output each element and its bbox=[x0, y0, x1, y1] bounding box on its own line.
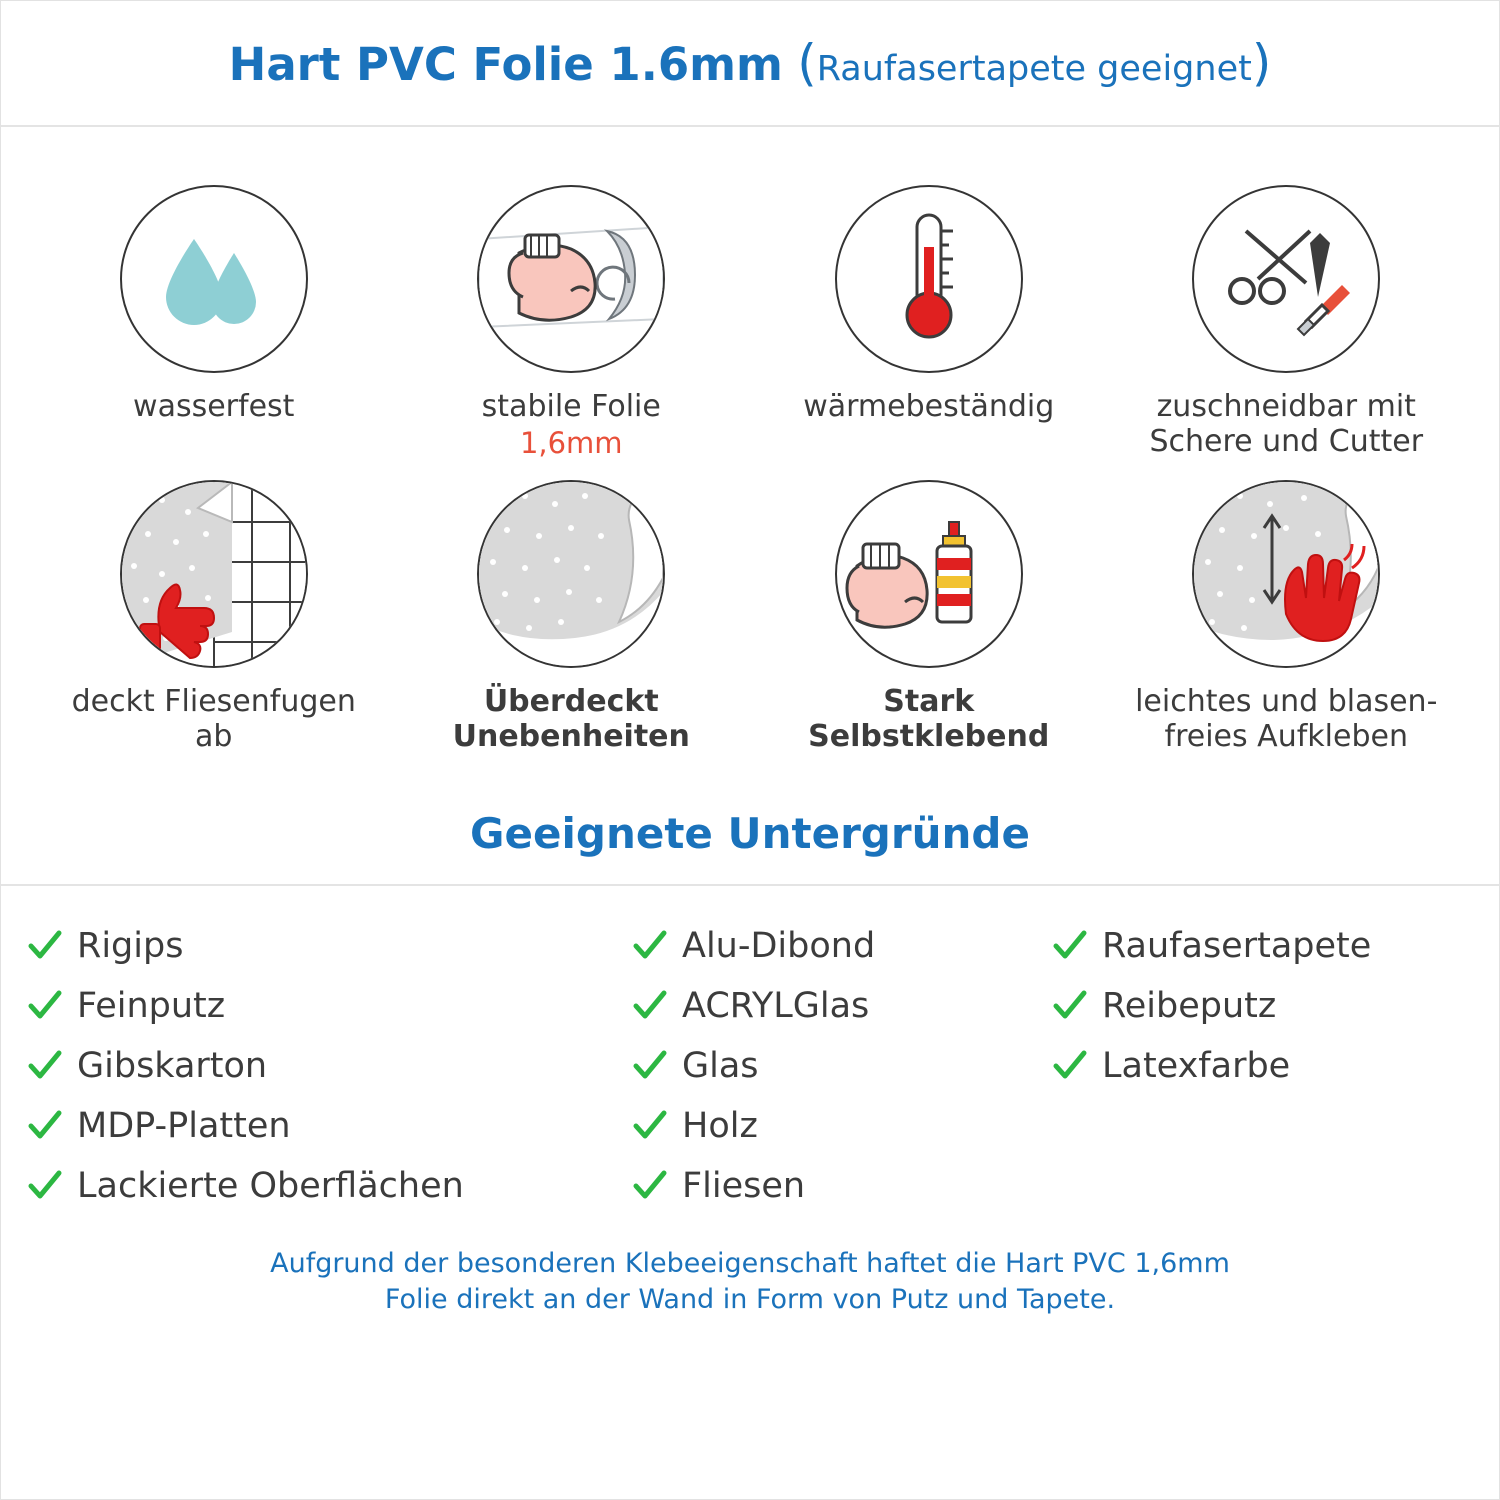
substrate-column bbox=[27, 916, 632, 1216]
list-item bbox=[27, 916, 632, 976]
water-drops-icon bbox=[120, 185, 308, 373]
paren-close: ) bbox=[1251, 34, 1272, 92]
footnote bbox=[1, 1246, 1499, 1319]
check-icon bbox=[1052, 1048, 1088, 1084]
feature-grid bbox=[1, 127, 1499, 757]
list-item bbox=[1052, 916, 1479, 976]
check-icon bbox=[1052, 928, 1088, 964]
check-icon bbox=[27, 1048, 63, 1084]
thermometer-icon bbox=[835, 185, 1023, 373]
check-icon bbox=[1052, 988, 1088, 1024]
page-title-sub: Raufasertapete geeignet bbox=[816, 49, 1252, 89]
substrate-column bbox=[1052, 916, 1479, 1216]
feature-item bbox=[35, 185, 393, 462]
header bbox=[1, 1, 1499, 127]
list-item-label: Latexfarbe bbox=[1102, 1045, 1291, 1086]
feature-label: zuschneidbar mit Schere und Cutter bbox=[1149, 389, 1424, 460]
check-icon bbox=[632, 988, 668, 1024]
list-item bbox=[27, 1096, 632, 1156]
foil-peel-icon bbox=[477, 480, 665, 668]
feature-item bbox=[750, 480, 1108, 757]
thumbs-up-tile-joints-icon bbox=[120, 480, 308, 668]
feature-item bbox=[1108, 185, 1466, 462]
substrate-column bbox=[632, 916, 1052, 1216]
page-title-main: Hart PVC Folie 1.6mm bbox=[228, 38, 783, 91]
list-item-label: Gibskarton bbox=[77, 1045, 268, 1086]
list-item-label: MDP-Platten bbox=[77, 1105, 291, 1146]
list-item bbox=[27, 1036, 632, 1096]
check-icon bbox=[632, 1048, 668, 1084]
list-item bbox=[1052, 1036, 1479, 1096]
list-item bbox=[632, 1096, 1052, 1156]
footnote-line-2: Folie direkt an der Wand in Form von Putz und Tapete. bbox=[384, 1284, 1116, 1315]
feature-label: deckt Fliesenfugen ab bbox=[71, 683, 356, 755]
list-item-label: Alu-Dibond bbox=[682, 925, 876, 966]
list-item-label: Reibeputz bbox=[1102, 985, 1277, 1026]
list-item bbox=[632, 1156, 1052, 1216]
feature-label: wärmebeständig bbox=[803, 389, 1055, 424]
scissors-cutter-icon bbox=[1192, 185, 1380, 373]
arm-glue-tube-icon bbox=[835, 480, 1023, 668]
feature-label: Stark Selbstklebend bbox=[808, 683, 1050, 755]
list-item bbox=[27, 1156, 632, 1216]
feature-item bbox=[750, 185, 1108, 462]
check-icon bbox=[632, 1168, 668, 1204]
feature-item bbox=[393, 480, 751, 757]
check-icon bbox=[632, 928, 668, 964]
footnote-line-1: Aufgrund der besonderen Klebeeigenschaft haftet die Hart PVC 1,6mm bbox=[270, 1247, 1230, 1279]
list-item-label: Feinputz bbox=[77, 985, 226, 1026]
list-item-label: ACRYLGlas bbox=[682, 985, 870, 1026]
paren-open: ( bbox=[797, 34, 817, 92]
list-item bbox=[27, 976, 632, 1036]
list-item-label: Fliesen bbox=[682, 1165, 806, 1206]
feature-label: Überdeckt Unebenheiten bbox=[452, 683, 690, 755]
list-item bbox=[632, 976, 1052, 1036]
list-item-label: Holz bbox=[682, 1105, 758, 1146]
check-icon bbox=[27, 1168, 63, 1204]
substrate-list bbox=[1, 886, 1499, 1216]
hand-smoothing-icon bbox=[1192, 480, 1380, 668]
feature-item bbox=[393, 185, 751, 462]
feature-item bbox=[35, 480, 393, 757]
feature-item bbox=[1108, 480, 1466, 757]
check-icon bbox=[27, 988, 63, 1024]
check-icon bbox=[632, 1108, 668, 1144]
list-item-label: Raufasertapete bbox=[1102, 925, 1372, 966]
feature-label: wasserfest bbox=[133, 389, 295, 424]
page-title bbox=[229, 34, 1272, 92]
list-item bbox=[632, 1036, 1052, 1096]
list-item-label: Lackierte Oberflächen bbox=[77, 1165, 464, 1206]
section-title: Geeignete Untergründe bbox=[470, 808, 1030, 858]
strong-arm-foil-icon bbox=[477, 185, 665, 373]
list-item-label: Glas bbox=[682, 1045, 759, 1086]
check-icon bbox=[27, 928, 63, 964]
list-item bbox=[632, 916, 1052, 976]
check-icon bbox=[27, 1108, 63, 1144]
section-header bbox=[1, 809, 1499, 886]
feature-label: stabile Folie bbox=[481, 389, 661, 424]
feature-sub: 1,6mm bbox=[519, 426, 623, 461]
list-item bbox=[1052, 976, 1479, 1036]
feature-label: leichtes und blasen- freies Aufkleben bbox=[1135, 683, 1438, 755]
list-item-label: Rigips bbox=[77, 925, 184, 966]
